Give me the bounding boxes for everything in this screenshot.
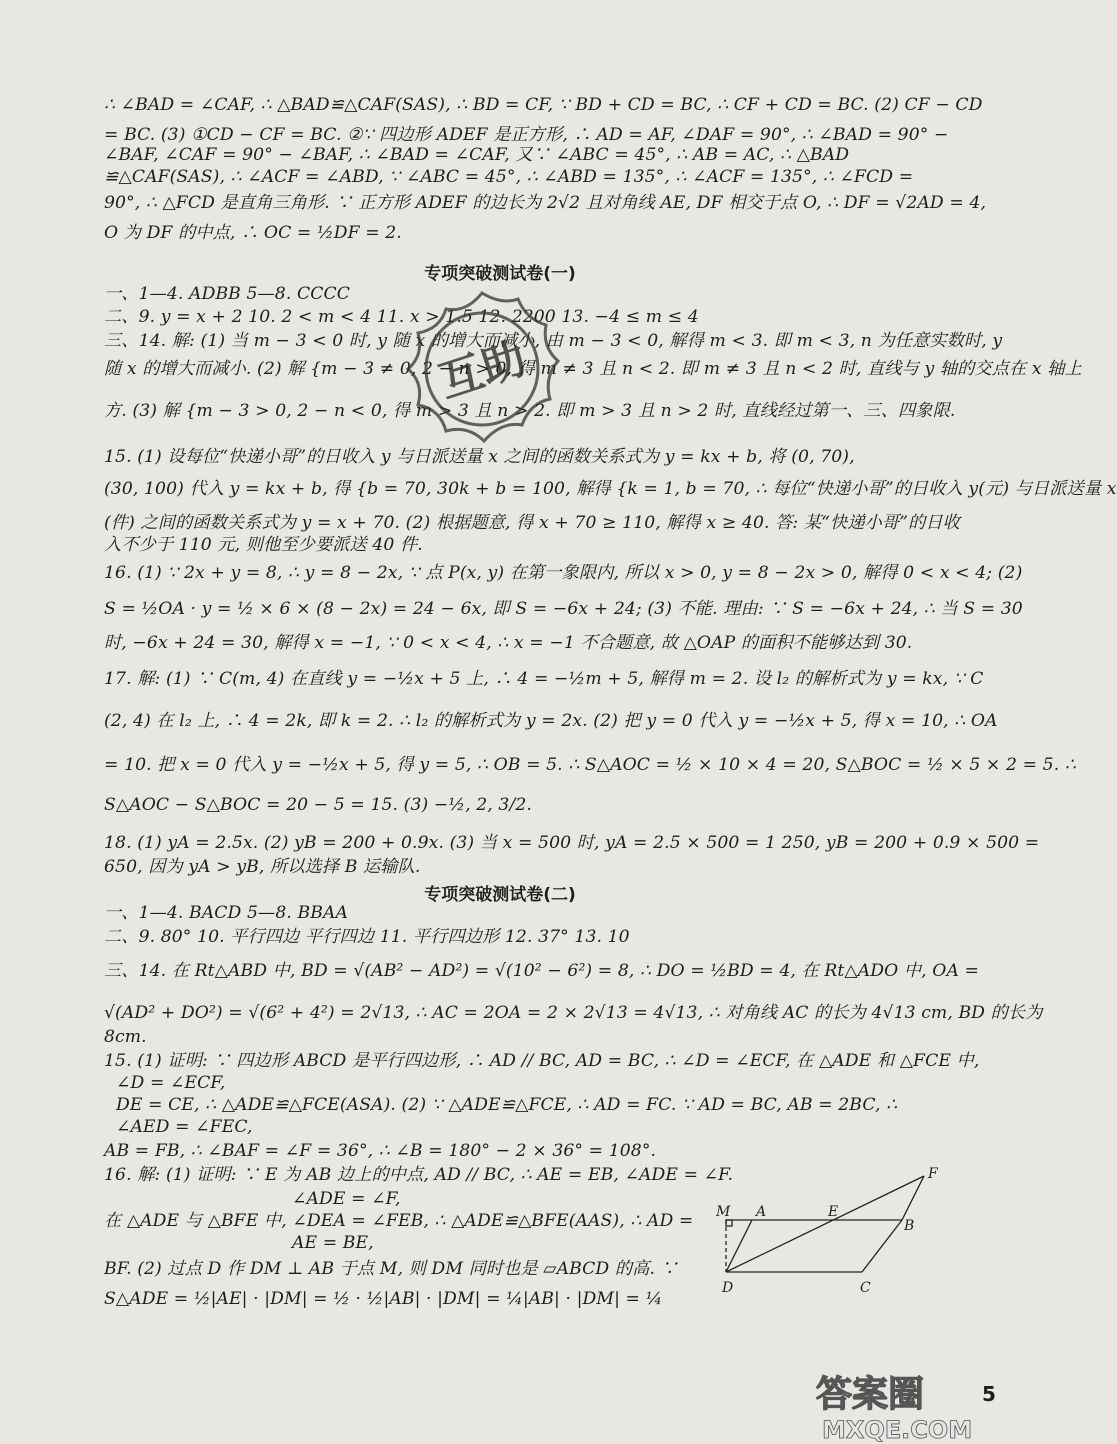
seal-stamp — [398, 285, 566, 453]
text-line: ∠ADE = ∠F, — [292, 1189, 401, 1209]
text-line: O 为 DF 的中点, ∴ OC = ½DF = 2. — [104, 223, 402, 243]
text-line: 15. (1) 设每位“快递小哥”的日收入 y 与日派送量 x 之间的函数关系式为 y = kx + b, 将 (0, 70), — [104, 447, 855, 467]
text-line: 二、9. 80° 10. 平行四边 平行四边 11. 平行四边形 12. 37° 13. 10 — [104, 927, 630, 947]
text-line: DE = CE, ∴ △ADE≌△FCE(ASA). (2) ∵ △ADE≌△FCE, ∴ AD = FC. ∵ AD = BC, AB = 2BC, ∴ — [116, 1095, 898, 1115]
text-line: 18. (1) yA = 2.5x. (2) yB = 200 + 0.9x. (3) 当 x = 500 时, yA = 2.5 × 500 = 1 250, yB = 200 + 0.9 × 500 = — [104, 833, 1040, 853]
text-line: BF. (2) 过点 D 作 DM ⊥ AB 于点 M, 则 DM 同时也是 ▱ABCD 的高. ∵ — [104, 1259, 678, 1279]
text-line: 650, 因为 yA > yB, 所以选择 B 运输队. — [104, 857, 421, 877]
text-line: 时, −6x + 24 = 30, 解得 x = −1, ∵ 0 < x < 4, ∴ x = −1 不合题意, 故 △OAP 的面积不能够达到 30. — [104, 633, 913, 653]
text-line: 三、14. 在 Rt△ABD 中, BD = √(AB² − AD²) = √(10² − 6²) = 8, ∴ DO = ½BD = 4, 在 Rt△ADO 中, OA = — [104, 961, 980, 981]
text-line: 16. 解: (1) 证明: ∵ E 为 AB 边上的中点, AD // BC, ∴ AE = EB, ∠ADE = ∠F. — [104, 1165, 734, 1185]
text-line: 随 x 的增大而减小. (2) 解 {m − 3 ≠ 0, 2 − n > 0, 得 m ≠ 3 且 n < 2. 即 m ≠ 3 且 n < 2 时, 直线与 y 轴的交点在 x 轴上 — [104, 359, 1082, 379]
text-line: 一、1—4. ADBB 5—8. CCCC — [104, 284, 350, 304]
text-line: 90°, ∴ △FCD 是直角三角形. ∵ 正方形 ADEF 的边长为 2√2 且对角线 AE, DF 相交于点 O, ∴ DF = √2AD = 4, — [104, 193, 987, 213]
text-line: ≌△CAF(SAS), ∴ ∠ACF = ∠ABD, ∵ ∠ABC = 45°, ∴ ∠ABD = 135°, ∴ ∠ACF = 135°, ∴ ∠FCD = — [104, 167, 914, 187]
text-line: 15. (1) 证明: ∵ 四边形 ABCD 是平行四边形, ∴ AD // BC, AD = BC, ∴ ∠D = ∠ECF, 在 △ADE 和 △FCE 中, — [104, 1051, 980, 1071]
right-angle-mark — [726, 1220, 732, 1226]
watermark-text: 答案圈 — [816, 1374, 925, 1415]
text-line: 三、14. 解: (1) 当 m − 3 < 0 时, y 随 x 的增大而减小, 由 m − 3 < 0, 解得 m < 3. 即 m < 3, n 为任意实数时, y — [104, 331, 1003, 351]
stamp-text: 互助 — [432, 332, 533, 409]
text-line: √(AD² + DO²) = √(6² + 4²) = 2√13, ∴ AC = 2OA = 2 × 2√13 = 4√13, ∴ 对角线 AC 的长为 4√13 cm, BD 的长为 — [104, 1003, 1043, 1023]
text-line: ∠AED = ∠FEC, — [116, 1117, 253, 1137]
line-DA — [726, 1220, 752, 1272]
text-line: (30, 100) 代入 y = kx + b, 得 {b = 70, 30k + b = 100, 解得 {k = 1, b = 70, ∴ 每位“快递小哥”的日收入 y(元) 与日派送量 x — [104, 479, 1117, 499]
text-line: = BC. (3) ①CD − CF = BC. ②∵ 四边形 ADEF 是正方形, ∴ AD = AF, ∠DAF = 90°, ∴ ∠BAD = 90° − — [104, 125, 949, 145]
text-line: = 10. 把 x = 0 代入 y = −½x + 5, 得 y = 5, ∴ OB = 5. ∴ S△AOC = ½ × 10 × 4 = 20, S△BOC = ½ × 5 × 2 = 5. ∴ — [104, 755, 1076, 775]
parallelogram-figure — [712, 1168, 952, 1308]
text-line: ∴ ∠BAD = ∠CAF, ∴ △BAD≌△CAF(SAS), ∴ BD = CF, ∵ BD + CD = BC, ∴ CF + CD = BC. (2) CF − CD — [104, 95, 983, 115]
watermark-url: MXQE.COM — [822, 1416, 973, 1444]
text-line: 16. (1) ∵ 2x + y = 8, ∴ y = 8 − 2x, ∵ 点 P(x, y) 在第一象限内, 所以 x > 0, y = 8 − 2x > 0, 解得 0 < x < 4; (2) — [104, 563, 1023, 583]
text-line: 入不少于 110 元, 则他至少要派送 40 件. — [104, 535, 423, 555]
text-line: S△AOC − S△BOC = 20 − 5 = 15. (3) −½, 2, 3/2. — [104, 795, 532, 815]
label-B: B — [904, 1218, 915, 1234]
label-C: C — [860, 1280, 871, 1296]
text-line: 二、9. y = x + 2 10. 2 < m < 4 11. x > 1.5 12. 2200 13. −4 ≤ m ≤ 4 — [104, 307, 699, 327]
text-line: ∠BAF, ∠CAF = 90° − ∠BAF, ∴ ∠BAD = ∠CAF, 又∵ ∠ABC = 45°, ∴ AB = AC, ∴ △BAD — [104, 145, 850, 165]
text-line: 方. (3) 解 {m − 3 > 0, 2 − n < 0, 得 m > 3 且 n > 2. 即 m > 3 且 n > 2 时, 直线经过第一、三、四象限. — [104, 401, 956, 421]
label-M: M — [716, 1204, 731, 1220]
page-number: 5 — [982, 1382, 996, 1406]
text-line: 17. 解: (1) ∵ C(m, 4) 在直线 y = −½x + 5 上, ∴ 4 = −½m + 5, 解得 m = 2. 设 l₂ 的解析式为 y = kx, ∵ C — [104, 669, 984, 689]
text-line: 8cm. — [104, 1027, 147, 1047]
label-F: F — [928, 1166, 938, 1182]
section-heading-2: 专项突破测试卷(二) — [424, 885, 576, 905]
watermark-logo — [800, 1368, 1000, 1444]
line-BF — [902, 1176, 924, 1220]
text-line: 一、1—4. BACD 5—8. BBAA — [104, 903, 348, 923]
line-CB — [862, 1220, 902, 1272]
text-line: 在 △ADE 与 △BFE 中, ∠DEA = ∠FEB, ∴ △ADE≌△BFE(AAS), ∴ AD = — [104, 1211, 694, 1231]
label-A: A — [756, 1204, 767, 1220]
label-D: D — [722, 1280, 734, 1296]
section-heading-1: 专项突破测试卷(一) — [424, 264, 576, 284]
text-line: (件) 之间的函数关系式为 y = x + 70. (2) 根据题意, 得 x + 70 ≥ 110, 解得 x ≥ 40. 答: 某“快递小哥”的日收 — [104, 513, 960, 533]
text-line: (2, 4) 在 l₂ 上, ∴ 4 = 2k, 即 k = 2. ∴ l₂ 的解析式为 y = 2x. (2) 把 y = 0 代入 y = −½x + 5, 得 x = 10, ∴ OA — [104, 711, 998, 731]
text-line: S = ½OA · y = ½ × 6 × (8 − 2x) = 24 − 6x, 即 S = −6x + 24; (3) 不能. 理由: ∵ S = −6x + 24, ∴ 当 S = 30 — [104, 599, 1023, 619]
text-line: AE = BE, — [292, 1233, 374, 1253]
label-E: E — [828, 1204, 839, 1220]
line-DF — [726, 1176, 924, 1272]
text-line: AB = FB, ∴ ∠BAF = ∠F = 36°, ∴ ∠B = 180° − 2 × 36° = 108°. — [104, 1141, 657, 1161]
text-line: S△ADE = ½|AE| · |DM| = ½ · ½|AB| · |DM| = ¼|AB| · |DM| = ¼ — [104, 1289, 663, 1309]
text-line: ∠D = ∠ECF, — [116, 1073, 226, 1093]
